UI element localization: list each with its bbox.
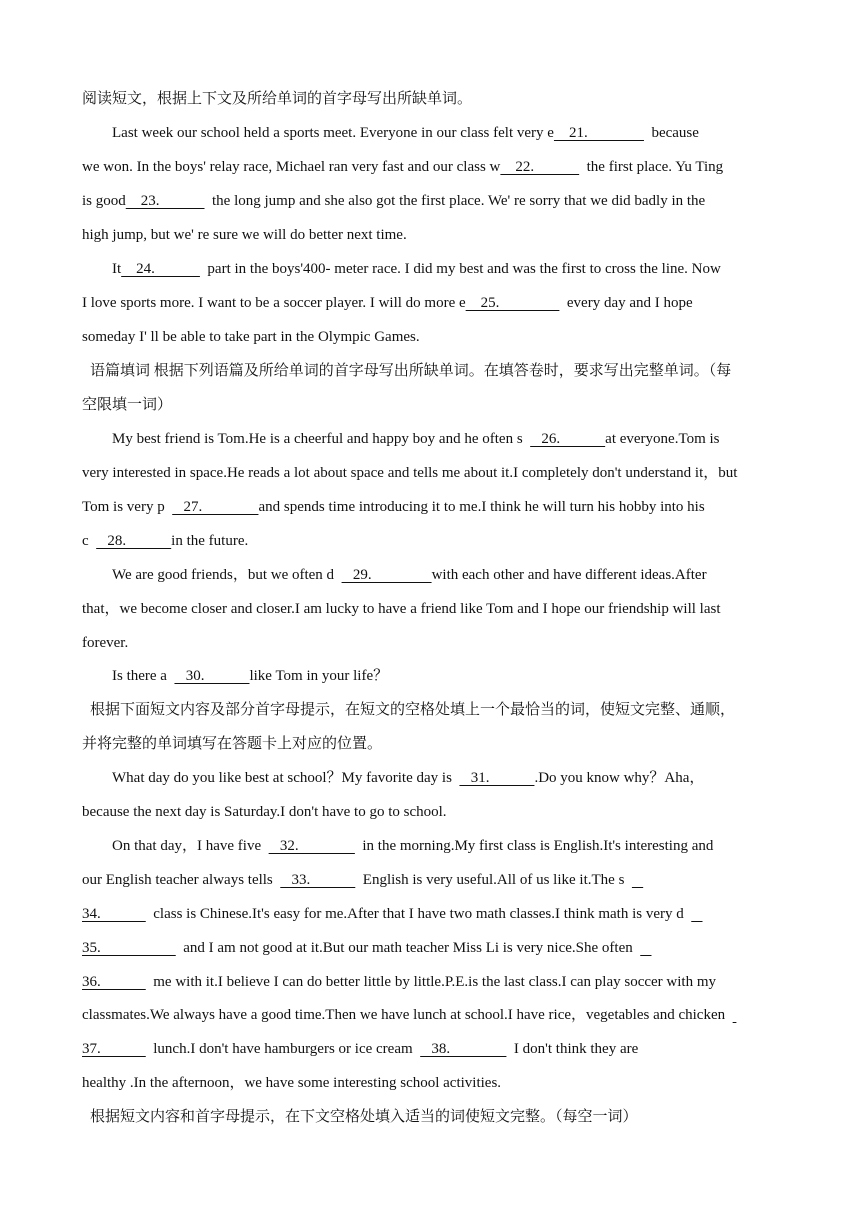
answer-blank — [691, 906, 702, 922]
text-line: 阅读短文，根据上下文及所给单词的首字母写出所缺单词。 — [82, 91, 473, 107]
text-line: high jump, but we' re sure we will do better next time. — [82, 227, 407, 243]
text-line: Tom is very p 27. and spends time introducing it to me.I think he will turn his hobby into his — [82, 499, 705, 515]
answer-blank — [632, 872, 643, 888]
answer-blank — [733, 1007, 737, 1023]
text-line: our English teacher always tells 33. English is very useful.All of us like it.The s — [82, 869, 782, 891]
answer-blank: 24. — [121, 261, 200, 277]
text-line: because the next day is Saturday.I don't have to go to school. — [82, 804, 447, 820]
text-line: 34. class is Chinese.It's easy for me.After that I have two math classes.I think math is very d — [82, 903, 782, 925]
text-line: Is there a 30. like Tom in your life？ — [112, 668, 389, 684]
answer-blank: 37. — [82, 1041, 146, 1057]
text-line: classmates.We always have a good time.Then we have lunch at school.I have rice，vegetables and chicken — [82, 1004, 782, 1026]
text-line: healthy .In the afternoon，we have some interesting school activities. — [82, 1075, 502, 1091]
text-line: we won. In the boys' relay race, Michael ran very fast and our class w 22. the first place. Yu Ting — [82, 159, 724, 175]
text-line: Last week our school held a sports meet. Everyone in our class felt very e 21. because — [112, 125, 699, 141]
text-line: that，we become closer and closer.I am lucky to have a friend like Tom and I hope our friendship will last — [82, 601, 721, 617]
text-line: 语篇填词 根据下列语篇及所给单词的首字母写出所缺单词。在填答卷时，要求写出完整单词。（每 — [90, 363, 732, 379]
text-line: 空限填一词） — [82, 397, 173, 413]
answer-blank: 34. — [82, 906, 146, 922]
answer-blank: 33. — [280, 872, 356, 888]
text-line: someday I' ll be able to take part in the Olympic Games. — [82, 329, 420, 345]
text-line: is good 23. the long jump and she also got the first place. We' re sorry that we did badly in the — [82, 193, 706, 209]
answer-blank: 29. — [341, 567, 432, 583]
answer-blank: 22. — [500, 159, 580, 175]
answer-blank: 36. — [82, 974, 146, 990]
text-line: What day do you like best at school？My favorite day is 31. .Do you know why？Aha， — [112, 770, 705, 786]
text-line: 根据下面短文内容及部分首字母提示，在短文的空格处填上一个最恰当的词，使短文完整、通顺， — [90, 702, 736, 718]
answer-blank: 23. — [125, 193, 205, 209]
answer-blank: 38. — [420, 1041, 507, 1057]
answer-blank: 31. — [459, 770, 535, 786]
text-line: forever. — [82, 635, 129, 651]
text-line: very interested in space.He reads a lot about space and tells me about it.I completely don't understand it，but — [82, 465, 738, 481]
text-line: 并将完整的单词填写在答题卡上对应的位置。 — [82, 736, 383, 752]
answer-blank: 21. — [553, 125, 644, 141]
text-line: 根据短文内容和首字母提示，在下文空格处填入适当的词使短文完整。（每空一词） — [90, 1109, 638, 1125]
answer-blank: 32. — [268, 838, 355, 854]
answer-blank: 28. — [96, 533, 172, 549]
text-line: It 24. part in the boys'400- meter race. I did my best and was the first to cross the line. Now — [112, 261, 721, 277]
answer-blank — [640, 940, 651, 956]
text-line: We are good friends，but we often d 29. with each other and have different ideas.After — [112, 567, 707, 583]
answer-blank: 25. — [465, 295, 560, 311]
text-line: I love sports more. I want to be a soccer player. I will do more e 25. every day and I hope — [82, 295, 693, 311]
answer-blank: 30. — [174, 668, 250, 684]
answer-blank: 35. — [82, 940, 176, 956]
text-line: 37. lunch.I don't have hamburgers or ice cream 38. I don't think they are — [82, 1041, 639, 1057]
text-line: On that day，I have five 32. in the morning.My first class is English.It's interesting and — [112, 838, 714, 854]
text-line: c 28. in the future. — [82, 533, 249, 549]
text-line: 35. and I am not good at it.But our math teacher Miss Li is very nice.She often — [82, 937, 782, 959]
answer-blank: 27. — [172, 499, 259, 515]
answer-blank: 26. — [530, 431, 606, 447]
text-line: 36. me with it.I believe I can do better little by little.P.E.is the last class.I can play soccer with my — [82, 974, 717, 990]
text-line: My best friend is Tom.He is a cheerful and happy boy and he often s 26. at everyone.Tom is — [112, 431, 720, 447]
